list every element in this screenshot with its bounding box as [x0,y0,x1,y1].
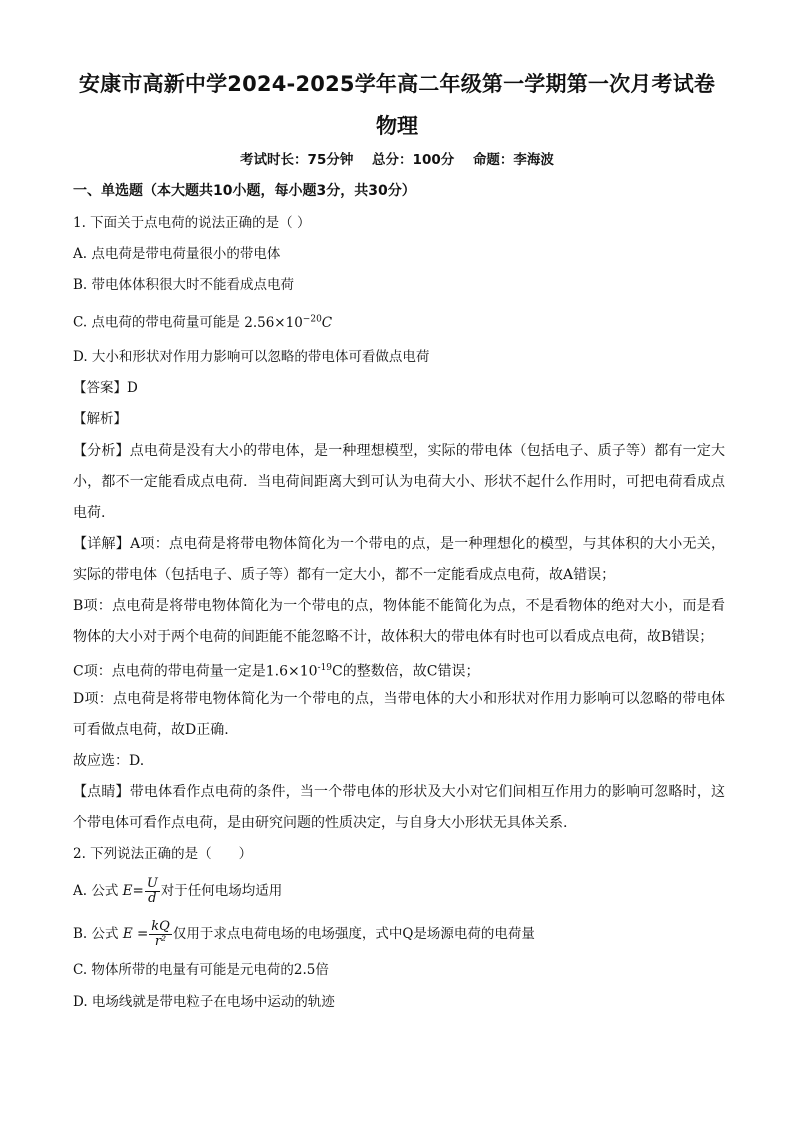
q1-option-c-prefix: C. 点电荷的带电荷量可能是 [73,314,240,331]
xiangjie-tag: 【详解】 [73,536,131,552]
q1-option-c-value: $2.56\times 10^{-20}C$ [244,314,333,331]
q1-stem: 1. 下面关于点电荷的说法正确的是（ ） [73,215,311,231]
q1-dianjing [73,777,725,839]
duration-text: 考试时长：75分钟 [240,152,354,168]
formula-kq-over-r2: $\frac{kQ}{\text{r²}}$ [151,919,170,949]
q1-fenxi [73,436,725,529]
q1-xiangjie-a [73,529,725,591]
q2-option-c: C. 物体所带的电量有可能是元电荷的2.5倍 [73,962,329,978]
dianjing-text: 带电体看作点电荷的条件，当一个带电体的形状及大小对它们间相互作用力的影响可忽略时，这个带电体可看作点电荷，是由研究问题的性质决定，与自身大小形状无具体关系. [73,784,726,831]
xiangjie-a-text: A项：点电荷是将带电物体简化为一个带电的点，是一种理想化的模型，与其体积的大小无关，实际的带电体（包括电子、质子等）都有一定大小，都不一定能看成点电荷，故A错误； [73,536,726,583]
q1-answer [73,378,138,398]
q1-option-c [73,309,332,333]
q2-stem: 2. 下列说法正确的是（ ） [73,846,253,862]
subject-title: 物理 [376,114,418,138]
q2-option-b: B. 公式 E = $\frac{kQ}{\text{r²}}$ 仅用于求点电荷电场的电场强度，式中Q是场源电荷的电荷量 [73,919,535,949]
q1-xiangjie-c: C项：点电荷的带电荷量一定是$1.6\times 10^{-19}C$的整数倍，故C错误； [73,663,480,680]
total-score-text: 总分：100分 [372,152,455,168]
q1-option-b: B. 带电体体积很大时不能看成点电荷 [73,277,295,293]
q1-option-a: A. 点电荷是带电荷量很小的带电体 [73,246,281,262]
q1-xiangjie-b: B项：点电荷是将带电物体简化为一个带电的点，物体能不能简化为点，不是看物体的绝对大小，而是看物体的大小对于两个电荷的间距能不能忽略不计，故体积大的带电体有时也可以看成点电荷，故B错误； [73,598,725,645]
exam-title: 安康市高新中学2024-2025学年高二年级第一学期第一次月考试卷 [78,72,716,96]
q1-choose: 故应选：D. [73,753,145,769]
formula-u-over-d: $\frac{U}{d}$ [146,876,158,906]
q1-option-d: D. 大小和形状对作用力影响可以忽略的带电体可看做点电荷 [73,349,430,365]
exam-meta [0,148,794,168]
answer-value: D [127,380,138,396]
answer-tag: 【答案】 [73,380,127,396]
q1-xiangjie-d: D项：点电荷是将带电物体简化为一个带电的点，当带电体的大小和形状对作用力影响可以忽略的带电体可看做点电荷，故D正确. [73,691,725,738]
author-text: 命题：李海波 [472,152,554,168]
q2-option-d: D. 电场线就是带电粒子在电场中运动的轨迹 [73,994,335,1010]
q2-option-a: A. 公式 E= $\frac{U}{d}$ 对于任何电场均适用 [73,876,283,906]
dianjing-tag: 【点睛】 [73,784,130,800]
fenxi-text: 点电荷是没有大小的带电体，是一种理想模型，实际的带电体（包括电子、质子等）都有一定大小，都不一定能看成点电荷．当电荷间距离大到可认为电荷大小、形状不起什么作用时，可把电荷看成点电荷. [73,443,726,521]
fenxi-tag: 【分析】 [73,443,130,459]
section-heading: 一、单选题（本大题共10小题，每小题3分，共30分） [73,183,416,199]
analysis-tag: 【解析】 [73,411,127,427]
